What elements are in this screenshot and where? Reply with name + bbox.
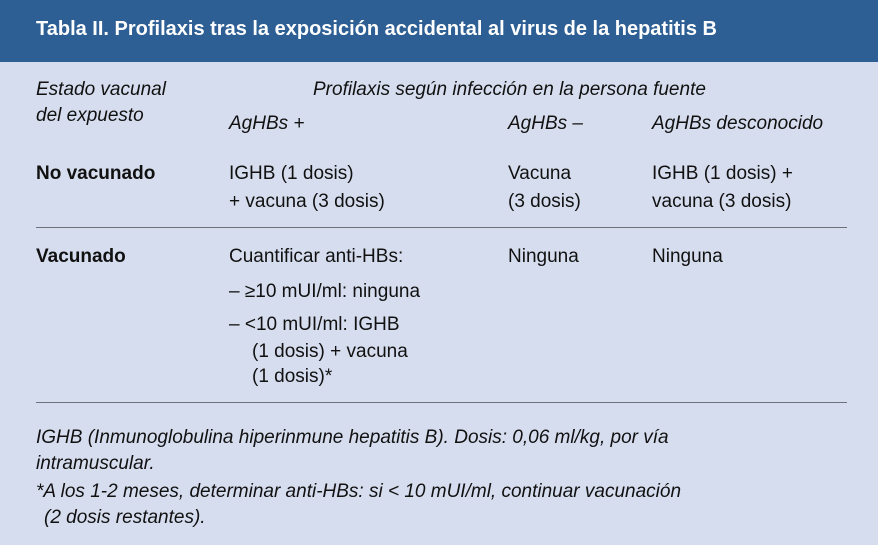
cell-vacunado-positive-line3: – <10 mUI/ml: IGHB: [229, 314, 400, 335]
header-agHBs-positive: AgHBs +: [229, 113, 305, 134]
cell-no-vacunado-negative: [508, 160, 581, 216]
cell-line: + vacuna (3 dosis): [229, 191, 385, 212]
cell-no-vacunado-unknown: [652, 160, 793, 216]
table-bottom-rule: [36, 402, 847, 403]
row-label-vacunado: Vacunado: [36, 246, 126, 267]
table-title: Tabla II. Profilaxis tras la exposición accidental al virus de la hepatitis B: [36, 18, 717, 40]
table-title-bar: [0, 0, 878, 62]
footnote-line4: (2 dosis restantes).: [44, 507, 206, 528]
cell-vacunado-negative: Ninguna: [508, 246, 579, 267]
cell-vacunado-positive-line2: – ≥10 mUI/ml: ninguna: [229, 281, 421, 302]
cell-vacunado-positive-line5: (1 dosis)*: [252, 366, 333, 387]
cell-line: IGHB (1 dosis): [229, 163, 354, 184]
cell-line: Vacuna: [508, 163, 572, 184]
header-col1-line1: Estado vacunal: [36, 79, 166, 100]
cell-line: vacuna (3 dosis): [652, 191, 792, 212]
header-group-label: Profilaxis según infección en la persona fuente: [313, 79, 706, 100]
footnote-line3: *A los 1-2 meses, determinar anti-HBs: si < 10 mUI/ml, continuar vacunación: [36, 481, 682, 502]
cell-vacunado-positive-line1: Cuantificar anti-HBs:: [229, 246, 404, 267]
row-label-no-vacunado: No vacunado: [36, 163, 156, 184]
header-agHBs-unknown: AgHBs desconocido: [652, 113, 824, 134]
header-col1-line2: del expuesto: [36, 105, 144, 126]
header-agHBs-negative: AgHBs –: [508, 113, 583, 134]
cell-vacunado-unknown: Ninguna: [652, 246, 723, 267]
cell-line: (3 dosis): [508, 191, 581, 212]
row-divider: [36, 227, 847, 228]
footnote-line2: intramuscular.: [36, 453, 155, 474]
cell-line: IGHB (1 dosis) +: [652, 163, 793, 184]
cell-no-vacunado-positive: [229, 160, 385, 216]
cell-vacunado-positive-line4: (1 dosis) + vacuna: [252, 341, 408, 362]
footnote-line1: IGHB (Inmunoglobulina hiperinmune hepatitis B). Dosis: 0,06 ml/kg, por vía: [36, 427, 669, 448]
